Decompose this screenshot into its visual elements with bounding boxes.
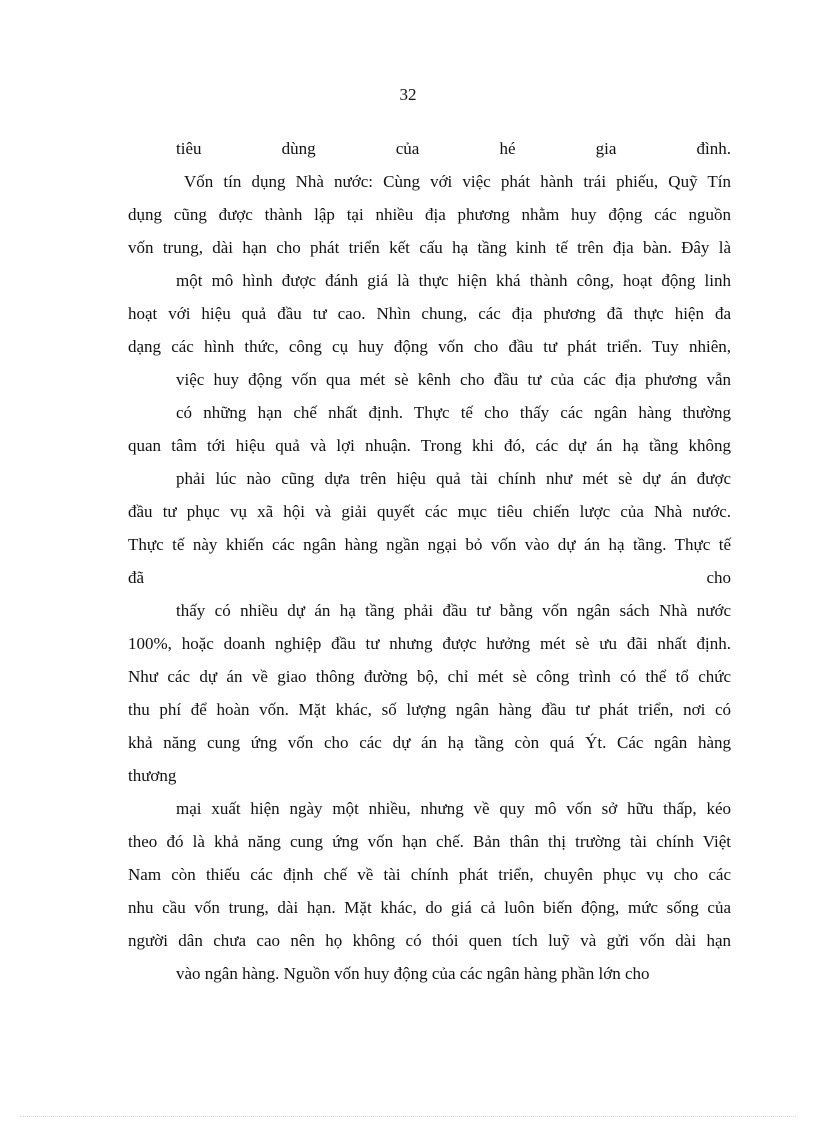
- text-line: mại xuất hiện ngày một nhiều, nhưng về quy mô vốn sở hữu thấp, kéo: [176, 799, 731, 818]
- text-line: việc huy động vốn qua mét sè kênh cho đầu tư của các địa phương vẫn: [176, 370, 731, 389]
- text-line: khả năng cung ứng vốn cho các dự án hạ tầng còn quá Ýt. Các ngân hàng: [128, 733, 731, 752]
- text-line: nhu cầu vốn trung, dài hạn. Mặt khác, do giá cả luôn biến động, mức sống của: [128, 898, 731, 917]
- text-line: Vốn tín dụng Nhà nước: Cùng với việc phát hành trái phiếu, Quỹ Tín: [184, 172, 731, 191]
- text-line: đã cho: [128, 568, 731, 587]
- text-line: vốn trung, dài hạn cho phát triển kết cấu hạ tầng kinh tế trên địa bàn. Đây là: [128, 238, 731, 257]
- text-line: 100%, hoặc doanh nghiệp đầu tư nhưng được hưởng mét sè ưu đãi nhất định.: [128, 634, 731, 653]
- page-bottom-divider: [20, 1116, 796, 1117]
- text-line: Thực tế này khiến các ngân hàng ngần ngại bỏ vốn vào dự án hạ tầng. Thực tế: [128, 535, 731, 554]
- text-line: hoạt với hiệu quả đầu tư cao. Nhìn chung, các địa phương đã thực hiện đa: [128, 304, 731, 323]
- text-line: theo đó là khả năng cung ứng vốn hạn chế. Bản thân thị trường tài chính Việt: [128, 832, 731, 851]
- text-line: phải lúc nào cũng dựa trên hiệu quả tài chính như mét sè dự án được: [176, 469, 731, 488]
- text-line: Như các dự án về giao thông đường bộ, chỉ mét sè công trình có thể tổ chức: [128, 667, 731, 686]
- text-line: vào ngân hàng. Nguồn vốn huy động của các ngân hàng phần lớn cho: [176, 964, 650, 983]
- text-line: tiêu dùng của hé gia đình.: [176, 139, 731, 158]
- text-line: thương: [128, 766, 177, 785]
- text-line: một mô hình được đánh giá là thực hiện khá thành công, hoạt động linh: [176, 271, 731, 290]
- page-number: 32: [399, 85, 417, 104]
- text-line: thu phí để hoàn vốn. Mặt khác, số lượng ngân hàng đầu tư phát triển, nơi có: [128, 700, 731, 719]
- text-line: Nam còn thiếu các định chế về tài chính phát triển, chuyên phục vụ cho các: [128, 865, 731, 884]
- text-line: thấy có nhiều dự án hạ tầng phải đầu tư bằng vốn ngân sách Nhà nước: [176, 601, 731, 620]
- text-line: đầu tư phục vụ xã hội và giải quyết các mục tiêu chiến lược của Nhà nước.: [128, 502, 731, 521]
- text-line: có những hạn chế nhất định. Thực tế cho thấy các ngân hàng thường: [176, 403, 731, 422]
- text-line: người dân chưa cao nên họ không có thói quen tích luỹ và gửi vốn dài hạn: [128, 931, 731, 950]
- text-line: quan tâm tới hiệu quả và lợi nhuận. Trong khi đó, các dự án hạ tầng không: [128, 436, 731, 455]
- text-line: dụng cũng được thành lập tại nhiều địa phương nhằm huy động các nguồn: [128, 205, 731, 224]
- text-line: dạng các hình thức, công cụ huy động vốn cho đầu tư phát triển. Tuy nhiên,: [128, 337, 731, 356]
